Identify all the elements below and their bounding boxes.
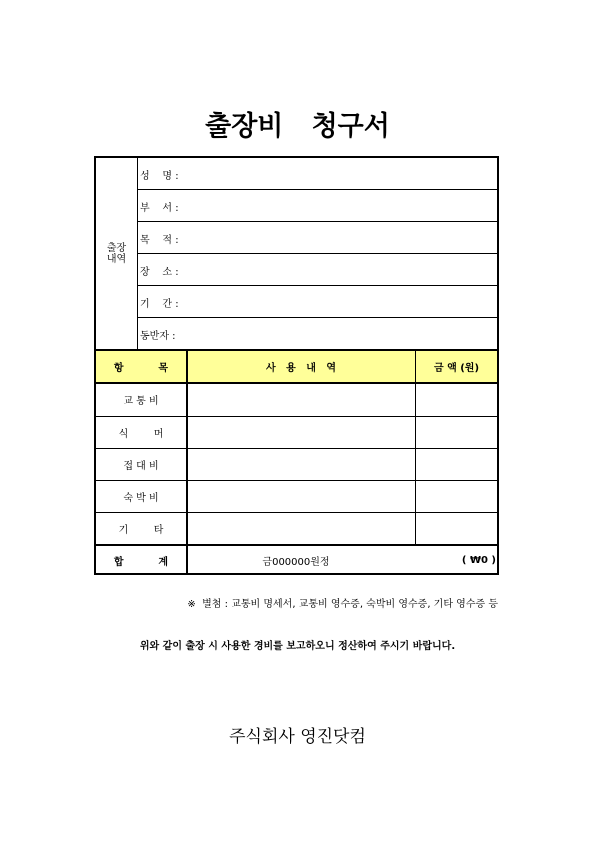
divider <box>96 382 497 384</box>
divider <box>186 349 188 575</box>
expense-form <box>94 156 499 575</box>
divider <box>137 285 497 286</box>
period-field-label: 기 간 : <box>140 299 179 310</box>
row-label-entertainment: 접 대 비 <box>123 461 159 472</box>
location-field-label: 장 소 : <box>140 267 179 278</box>
divider <box>137 317 497 318</box>
divider <box>96 448 497 449</box>
header-amount: 금 액 (원) <box>433 363 480 374</box>
attachments-note: ※ 별첨 : 교통비 명세서, 교통비 영수증, 숙박비 영수증, 기타 영수증 등 <box>187 599 498 610</box>
divider <box>96 416 497 417</box>
row-label-other: 기 타 <box>118 525 164 536</box>
total-amount-text: 금000000원정 <box>262 557 330 568</box>
company-name: 주식회사 영진닷컴 <box>229 727 366 747</box>
row-label-meals: 식 머 <box>118 429 164 440</box>
row-label-lodging: 숙 박 비 <box>123 493 159 504</box>
divider <box>96 512 497 513</box>
divider <box>137 221 497 222</box>
trip-section-label <box>96 158 137 349</box>
trip-label-line1: 출장 <box>106 242 127 254</box>
companion-field-label: 동반자 : <box>140 331 176 342</box>
department-field-label: 부 서 : <box>140 203 179 214</box>
row-label-transport: 교 통 비 <box>123 396 159 407</box>
trip-label-line2: 내역 <box>106 253 127 265</box>
divider <box>137 253 497 254</box>
divider <box>96 480 497 481</box>
name-field-label: 성 명 : <box>140 171 179 182</box>
header-details: 사 용 내 역 <box>266 363 336 374</box>
document-title: 출장비 청구서 <box>205 111 390 142</box>
total-label: 합 계 <box>113 557 169 568</box>
declaration-text: 위와 같이 출장 시 사용한 경비를 보고하오니 정산하여 주시기 바랍니다. <box>139 641 456 652</box>
purpose-field-label: 목 적 : <box>140 235 179 246</box>
header-item: 항 목 <box>113 363 169 374</box>
total-won-amount: ( ₩0 ) <box>461 555 496 566</box>
divider <box>137 189 497 190</box>
